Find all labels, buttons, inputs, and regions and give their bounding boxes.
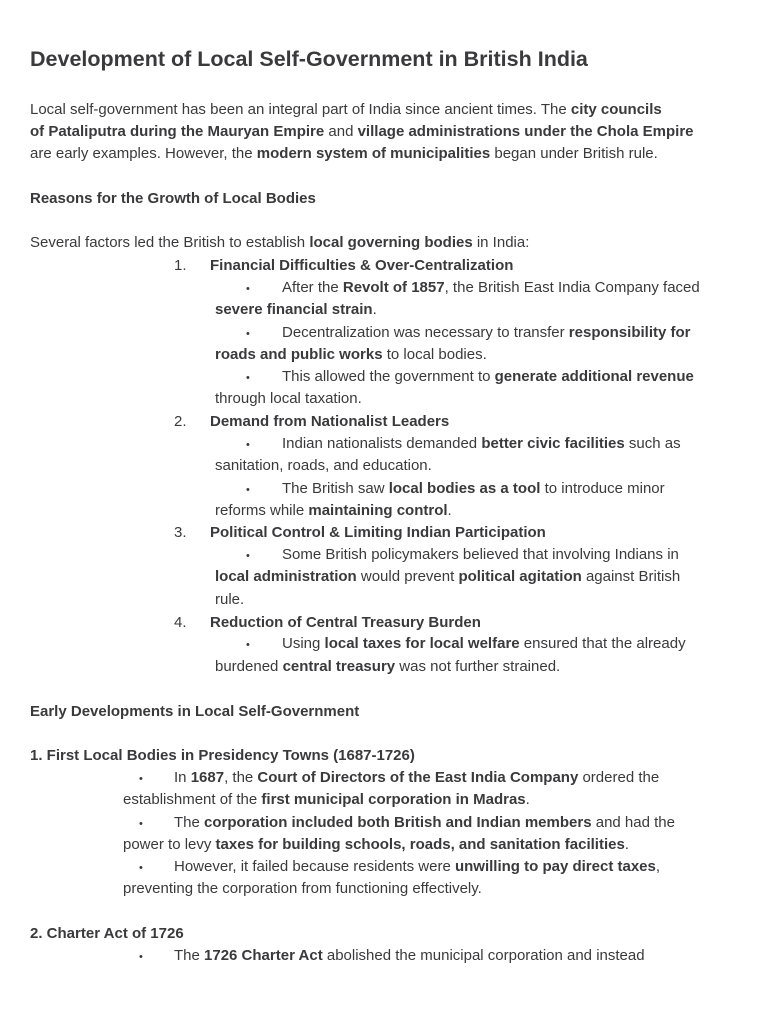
intro-line-1: Local self-government has been an integral part of India since ancient times. The city councils	[30, 101, 662, 118]
list-item: After the Revolt of 1857, the British East India Company faced	[282, 279, 700, 296]
reason-title: Financial Difficulties & Over-Centralization	[210, 257, 514, 274]
list-item-cont: establishment of the first municipal corporation in Madras.	[123, 791, 530, 808]
list-item-cont: through local taxation.	[215, 390, 362, 407]
list-item: Decentralization was necessary to transfer responsibility for	[282, 324, 691, 341]
bullet-icon: •	[246, 328, 250, 340]
intro-line-3: are early examples. However, the modern system of municipalities began under British rule.	[30, 145, 658, 162]
list-number: 1.	[174, 257, 187, 274]
list-number: 2.	[174, 413, 187, 430]
list-item: However, it failed because residents were unwilling to pay direct taxes,	[174, 858, 661, 875]
reason-title: Political Control & Limiting Indian Participation	[210, 524, 546, 541]
bullet-icon: •	[246, 283, 250, 295]
bullet-icon: •	[246, 439, 250, 451]
bullet-icon: •	[139, 951, 143, 963]
bullet-icon: •	[246, 372, 250, 384]
list-item: Some British policymakers believed that involving Indians in	[282, 546, 679, 563]
bullet-icon: •	[139, 818, 143, 830]
bullet-icon: •	[139, 862, 143, 874]
reason-title: Reduction of Central Treasury Burden	[210, 614, 481, 631]
list-item: The corporation included both British and Indian members and had the	[174, 814, 675, 831]
reasons-heading: Reasons for the Growth of Local Bodies	[30, 190, 316, 207]
list-item-cont: sanitation, roads, and education.	[215, 457, 432, 474]
early-heading: Early Developments in Local Self-Government	[30, 703, 360, 720]
list-item-cont: burdened central treasury was not further strained.	[215, 658, 561, 675]
page-title: Development of Local Self-Government in British India	[30, 47, 588, 71]
list-item: Using local taxes for local welfare ensured that the already	[282, 635, 686, 652]
intro-line-2: of Pataliputra during the Mauryan Empire and village administrations under the Chola Empire	[30, 123, 694, 140]
list-item-cont: rule.	[215, 591, 245, 608]
reasons-intro: Several factors led the British to establish local governing bodies in India:	[30, 234, 530, 251]
section-2-heading: 2. Charter Act of 1726	[30, 925, 184, 942]
bullet-icon: •	[246, 639, 250, 651]
list-item: This allowed the government to generate additional revenue	[282, 368, 694, 385]
list-item-cont: severe financial strain.	[215, 301, 377, 318]
list-item: The 1726 Charter Act abolished the municipal corporation and instead	[174, 947, 645, 964]
reason-title: Demand from Nationalist Leaders	[210, 413, 450, 430]
list-item-cont: preventing the corporation from functioning effectively.	[123, 880, 482, 897]
list-item: In 1687, the Court of Directors of the East India Company ordered the	[174, 769, 660, 786]
list-number: 3.	[174, 524, 187, 541]
list-item-cont: power to levy taxes for building schools, roads, and sanitation facilities.	[123, 836, 629, 853]
list-item-cont: local administration would prevent political agitation against British	[215, 568, 681, 585]
section-1-heading: 1. First Local Bodies in Presidency Towns (1687-1726)	[30, 747, 415, 764]
bullet-icon: •	[139, 773, 143, 785]
list-item-cont: roads and public works to local bodies.	[215, 346, 487, 363]
list-item-cont: reforms while maintaining control.	[215, 502, 452, 519]
list-number: 4.	[174, 614, 187, 631]
bullet-icon: •	[246, 550, 250, 562]
list-item: Indian nationalists demanded better civic facilities such as	[282, 435, 681, 452]
list-item: The British saw local bodies as a tool to introduce minor	[282, 480, 665, 497]
bullet-icon: •	[246, 484, 250, 496]
